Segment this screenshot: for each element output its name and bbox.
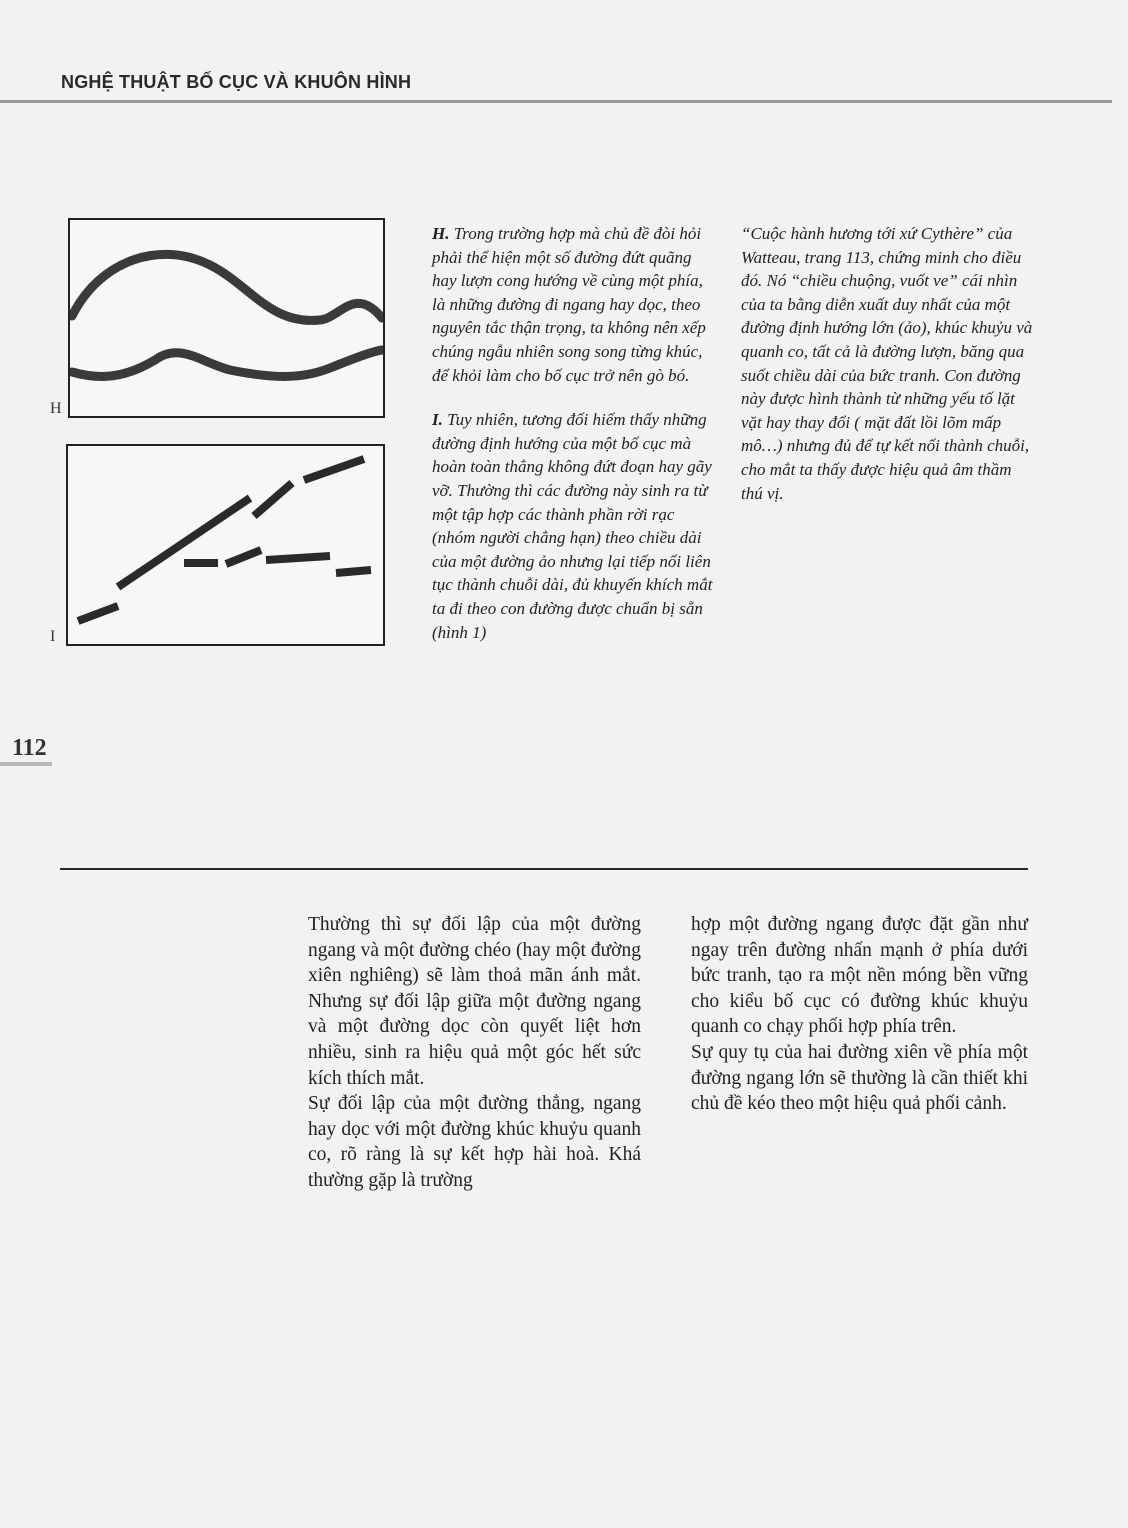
page-number: 112 xyxy=(12,735,47,761)
caption-i xyxy=(432,408,720,644)
figure-i-dash xyxy=(304,459,364,480)
running-header: NGHỆ THUẬT BỐ CỤC VÀ KHUÔN HÌNH xyxy=(61,72,412,92)
body-paragraph: Sự đối lập của một đường thẳng, ngang hay dọc với một đường khúc khuỷu quanh co, rõ ràng là sự kết hợp hài hoà. Khá thường gặp là trường xyxy=(308,1093,641,1191)
body-paragraph: hợp một đường ngang được đặt gần như ngay trên đường nhấn mạnh ở phía dưới bức tranh, tạo ra một nền móng bền vững cho kiểu bố cục có đường khúc khuỷu quanh co chạy phối hợp phía trên. xyxy=(691,914,1028,1038)
figure-i-dash xyxy=(266,556,330,560)
caption-h-body: Trong trường hợp mà chủ đề đòi hỏi phải thể hiện một số đường đứt quãng hay lượn cong hướng về cùng một phía, là những đường đi ngang hay dọc, theo nguyên tắc thận trọng, ta không nên xếp chúng ngẫu nhiên song song từng khúc, để khỏi làm cho bố cục trở nên gò bó. xyxy=(432,224,706,385)
figure-h-upper-wave xyxy=(72,254,382,320)
figure-h-drawing xyxy=(70,220,383,416)
figure-i-dash xyxy=(226,550,261,564)
caption-i-body: Tuy nhiên, tương đối hiếm thấy những đường định hướng của một bố cục mà hoàn toàn thẳng không đứt đoạn hay gãy vỡ. Thường thì các đường này sinh ra từ một tập hợp các thành phần rời rạc (nhóm người chẳng hạn) theo chiều dài của một đường ảo nhưng lại tiếp nối liên tục thành chuỗi dài, đủ khuyến khích mắt ta đi theo con đường được chuẩn bị sẵn (hình 1) xyxy=(432,410,713,642)
page-number-bar xyxy=(0,762,52,766)
section-rule xyxy=(60,868,1028,870)
figure-h-label: H xyxy=(50,400,62,417)
caption-i-lead: I. xyxy=(432,410,443,430)
caption-column-right xyxy=(741,222,1037,505)
figure-i-dash xyxy=(336,570,371,573)
figure-i-dash xyxy=(254,483,292,516)
figure-h-lower-wave xyxy=(72,350,382,377)
body-paragraph: Sự quy tụ của hai đường xiên về phía một đường ngang lớn sẽ thường là cần thiết khi chủ đề kéo theo một hiệu quả phối cảnh. xyxy=(691,1041,1028,1115)
body-paragraph: Thường thì sự đối lập của một đường ngang và một đường chéo (hay một đường xiên nghiêng) sẽ làm thoả mãn ánh mắt. Nhưng sự đối lập giữa một đường ngang và một đường dọc còn quyết liệt hơn nhiều, sinh ra hiệu quả một góc hết sức kích thích mắt. xyxy=(308,914,641,1089)
figure-h xyxy=(68,218,385,418)
header-rule xyxy=(0,100,1112,103)
caption-h xyxy=(432,222,720,387)
caption-column-middle xyxy=(432,222,720,644)
body-column-left xyxy=(308,912,641,1194)
figure-i-dash xyxy=(118,498,250,587)
figure-i-label: I xyxy=(50,628,56,645)
figure-i-dash xyxy=(78,606,118,621)
caption-watteau: “Cuộc hành hương tới xứ Cythère” của Watteau, trang 113, chứng minh cho điều đó. Nó “chiều chuộng, vuốt ve” cái nhìn của ta bằng diễn xuất duy nhất của một đường định hướng lớn (ảo), khúc khuỷu và quanh co, tất cả là đường lượn, băng qua suốt chiều dài của bức tranh. Con đường này được hình thành từ những yếu tố lặt vặt hay thay đổi ( mặt đất lồi lõm mấp mô…) nhưng đủ để tự kết nối thành chuỗi, cho mắt ta thấy được hiệu quả âm thầm thú vị. xyxy=(741,224,1033,503)
caption-h-lead: H. xyxy=(432,224,450,243)
body-column-right xyxy=(691,912,1028,1117)
figure-i xyxy=(66,444,385,646)
figure-i-drawing xyxy=(68,446,383,644)
